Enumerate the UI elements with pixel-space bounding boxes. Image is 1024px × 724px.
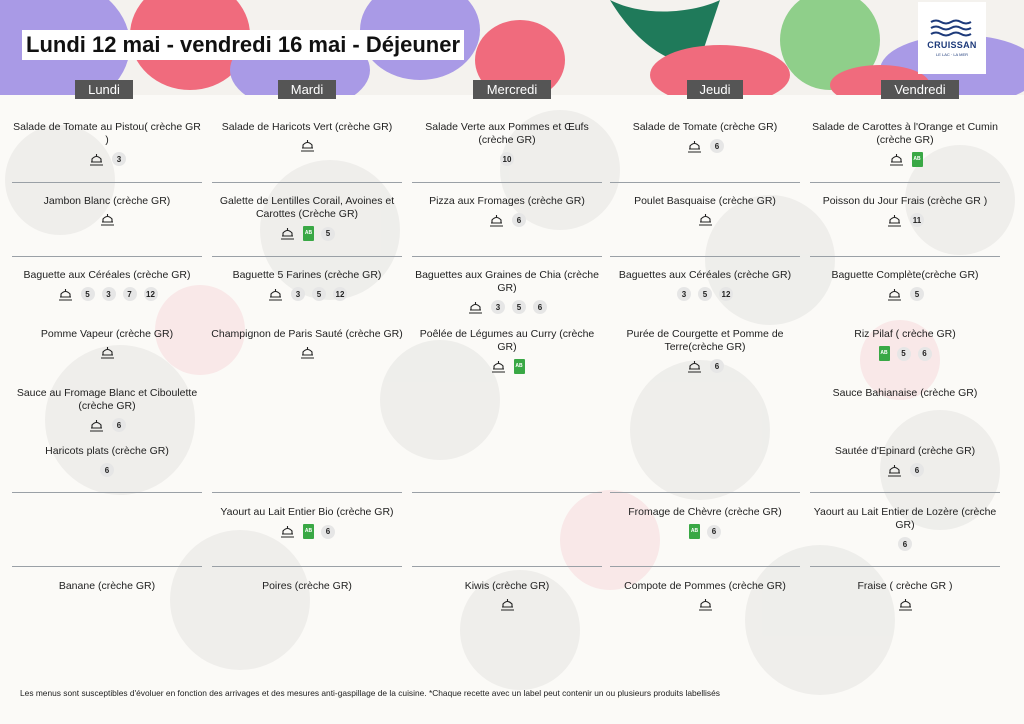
menu-item-labels xyxy=(689,524,721,539)
allergen-badge: 3 xyxy=(491,300,505,314)
menu-item xyxy=(608,328,802,373)
menu-item xyxy=(210,269,404,301)
menu-item xyxy=(410,121,604,166)
allergen-badge: 5 xyxy=(512,300,526,314)
menu-item-name: Purée de Courgette et Pomme de Terre(crèche GR) xyxy=(626,328,784,353)
menu-item-labels xyxy=(99,213,116,226)
allergen-badge: 6 xyxy=(100,463,114,477)
menu-item-labels xyxy=(879,346,932,361)
menu-item xyxy=(10,121,204,166)
menu-item-name: Salade Verte aux Pommes et Œufs (crèche GR) xyxy=(425,121,589,146)
waves-icon xyxy=(929,19,975,39)
menu-item-name: Sauce Bahianaise (crèche GR) xyxy=(832,387,978,399)
fait-maison-icon xyxy=(886,214,903,227)
menu-item-name: Pizza aux Fromages (crèche GR) xyxy=(429,195,585,207)
menu-item-labels xyxy=(279,226,335,241)
menu-item-name: Sauce au Fromage Blanc et Ciboulette (crèche GR) xyxy=(16,387,198,412)
menu-item-name: Baguettes aux Céréales (crèche GR) xyxy=(618,269,792,281)
page-title: Lundi 12 mai - vendredi 16 mai - Déjeuner xyxy=(22,30,464,60)
menu-item-labels xyxy=(99,346,116,359)
menu-item xyxy=(808,445,1002,477)
bio-label-icon: AB xyxy=(303,226,314,241)
allergen-badge: 11 xyxy=(910,213,924,227)
menu-item xyxy=(10,195,204,226)
menu-item-name: Poisson du Jour Frais (crèche GR ) xyxy=(822,195,988,207)
menu-item xyxy=(10,445,204,477)
fait-maison-icon xyxy=(488,214,505,227)
fait-maison-icon xyxy=(299,346,316,359)
menu-item-name: Sautée d'Epinard (crèche GR) xyxy=(834,445,976,457)
fait-maison-icon xyxy=(267,288,284,301)
menu-item xyxy=(210,195,404,241)
menu-item-labels xyxy=(897,598,914,611)
menu-item-name: Salade de Tomate (crèche GR) xyxy=(632,121,778,133)
row-divider xyxy=(610,566,800,567)
row-divider xyxy=(12,566,202,567)
footer-note: Les menus sont susceptibles d'évoluer en fonction des arrivages et des mesures anti-gaspillage de la cuisine. *Chaque recette avec un label peut contenir un ou plusieurs produits labellisés xyxy=(20,688,720,698)
menu-item xyxy=(10,269,204,301)
menu-item-labels xyxy=(898,537,912,551)
menu-item-labels xyxy=(697,213,714,226)
allergen-badge: 12 xyxy=(719,287,733,301)
menu-item-labels xyxy=(499,598,516,611)
menu-item-labels xyxy=(100,463,114,477)
menu-item-name: Poêlée de Légumes au Curry (crèche GR) xyxy=(419,328,595,353)
menu-item-labels xyxy=(488,213,526,227)
allergen-badge: 6 xyxy=(512,213,526,227)
row-divider xyxy=(12,182,202,183)
menu-item-name: Jambon Blanc (crèche GR) xyxy=(43,195,171,207)
menu-item-name: Riz Pilaf ( crèche GR) xyxy=(854,328,956,340)
row-divider xyxy=(810,492,1000,493)
menu-item-name: Compote de Pommes (crèche GR) xyxy=(624,580,786,592)
menu-item xyxy=(608,121,802,153)
fait-maison-icon xyxy=(467,301,484,314)
menu-item-name: Haricots plats (crèche GR) xyxy=(45,445,169,457)
menu-item xyxy=(210,580,404,593)
day-header-mercredi: Mercredi xyxy=(473,80,551,99)
fait-maison-icon xyxy=(88,419,105,432)
menu-item xyxy=(808,328,1002,361)
allergen-badge: 6 xyxy=(910,463,924,477)
menu-item-name: Baguettes aux Graines de Chia (crèche GR) xyxy=(415,269,599,294)
menu-item-labels xyxy=(490,359,525,374)
cruissan-logo xyxy=(918,2,986,74)
menu-item xyxy=(808,387,1002,400)
fait-maison-icon xyxy=(886,288,903,301)
allergen-badge: 6 xyxy=(321,525,335,539)
menu-item-name: Baguette aux Céréales (crèche GR) xyxy=(23,269,191,281)
menu-item xyxy=(410,269,604,314)
menu-item xyxy=(410,195,604,227)
row-divider xyxy=(810,182,1000,183)
menu-item-name: Banane (crèche GR) xyxy=(58,580,156,592)
row-divider xyxy=(412,182,602,183)
allergen-badge: 7 xyxy=(123,287,137,301)
row-divider xyxy=(412,566,602,567)
fait-maison-icon xyxy=(57,288,74,301)
menu-item xyxy=(210,121,404,152)
menu-item-labels xyxy=(886,287,924,301)
allergen-badge: 6 xyxy=(710,139,724,153)
allergen-badge: 5 xyxy=(81,287,95,301)
fait-maison-icon xyxy=(697,598,714,611)
menu-item xyxy=(808,195,1002,227)
allergen-badge: 10 xyxy=(500,152,514,166)
menu-item xyxy=(210,506,404,539)
day-header-lundi: Lundi xyxy=(75,80,133,99)
day-header-jeudi: Jeudi xyxy=(687,80,743,99)
menu-item-name: Salade de Haricots Vert (crèche GR) xyxy=(221,121,393,133)
logo-subtitle: LE LAC · LA MER xyxy=(935,52,968,57)
menu-item-name: Champignon de Paris Sauté (crèche GR) xyxy=(211,328,403,340)
menu-item-name: Salade de Carottes à l'Orange et Cumin (crèche GR) xyxy=(812,121,998,146)
menu-item-name: Pomme Vapeur (crèche GR) xyxy=(40,328,174,340)
row-divider xyxy=(610,492,800,493)
bio-label-icon: AB xyxy=(514,359,525,374)
menu-item-name: Galette de Lentilles Corail, Avoines et Carottes (Crèche GR) xyxy=(219,195,395,220)
row-divider xyxy=(212,492,402,493)
fait-maison-icon xyxy=(99,213,116,226)
menu-item xyxy=(10,387,204,432)
menu-item-name: Fraise ( crèche GR ) xyxy=(857,580,953,592)
menu-item-labels xyxy=(467,300,547,314)
fait-maison-icon xyxy=(490,360,507,373)
menu-item-name: Fromage de Chèvre (crèche GR) xyxy=(628,506,782,518)
menu-item xyxy=(10,580,204,593)
row-divider xyxy=(810,256,1000,257)
allergen-badge: 5 xyxy=(321,227,335,241)
menu-item-labels xyxy=(299,139,316,152)
menu-item-name: Yaourt au Lait Entier Bio (crèche GR) xyxy=(220,506,394,518)
menu-item-name: Yaourt au Lait Entier de Lozère (crèche GR) xyxy=(813,506,997,531)
allergen-badge: 3 xyxy=(291,287,305,301)
fait-maison-icon xyxy=(886,464,903,477)
bio-label-icon: AB xyxy=(879,346,890,361)
menu-item-labels xyxy=(279,524,335,539)
fait-maison-icon xyxy=(888,153,905,166)
menu-item-labels xyxy=(697,598,714,611)
fait-maison-icon xyxy=(299,139,316,152)
allergen-badge: 6 xyxy=(710,359,724,373)
row-divider xyxy=(12,256,202,257)
bio-label-icon: AB xyxy=(912,152,923,167)
fait-maison-icon xyxy=(686,140,703,153)
allergen-badge: 5 xyxy=(312,287,326,301)
allergen-badge: 12 xyxy=(144,287,158,301)
fait-maison-icon xyxy=(499,598,516,611)
row-divider xyxy=(212,566,402,567)
row-divider xyxy=(212,256,402,257)
menu-item-name: Baguette Complète(crèche GR) xyxy=(831,269,979,281)
menu-item xyxy=(608,506,802,539)
allergen-badge: 6 xyxy=(707,525,721,539)
menu-item-labels xyxy=(88,152,126,166)
fait-maison-icon xyxy=(99,346,116,359)
day-header-mardi: Mardi xyxy=(278,80,336,99)
menu-item xyxy=(608,580,802,611)
menu-item-labels xyxy=(88,418,126,432)
logo-name: CRUISSAN xyxy=(927,40,977,50)
menu-item-labels xyxy=(57,287,158,301)
fait-maison-icon xyxy=(697,213,714,226)
allergen-badge: 5 xyxy=(910,287,924,301)
menu-item xyxy=(808,580,1002,611)
menu-item xyxy=(410,580,604,611)
menu-item-name: Poulet Basquaise (crèche GR) xyxy=(634,195,776,207)
menu-item-labels xyxy=(299,346,316,359)
fait-maison-icon xyxy=(686,360,703,373)
menu-item-labels xyxy=(888,152,923,167)
menu-item-labels xyxy=(500,152,514,166)
menu-item-labels xyxy=(886,213,924,227)
menu-item-name: Baguette 5 Farines (crèche GR) xyxy=(232,269,382,281)
row-divider xyxy=(412,256,602,257)
menu-item xyxy=(608,195,802,226)
row-divider xyxy=(12,492,202,493)
row-divider xyxy=(412,492,602,493)
menu-item xyxy=(808,269,1002,301)
fait-maison-icon xyxy=(897,598,914,611)
allergen-badge: 3 xyxy=(102,287,116,301)
menu-item-name: Salade de Tomate au Pistou( crèche GR ) xyxy=(13,121,201,146)
menu-item xyxy=(410,328,604,374)
menu-item-labels xyxy=(686,139,724,153)
menu-item xyxy=(808,121,1002,167)
menu-item-name: Kiwis (crèche GR) xyxy=(464,580,550,592)
menu-item xyxy=(608,269,802,301)
day-header-vendredi: Vendredi xyxy=(881,80,959,99)
allergen-badge: 5 xyxy=(698,287,712,301)
menu-item-labels xyxy=(886,463,924,477)
allergen-badge: 6 xyxy=(918,347,932,361)
menu-item-labels xyxy=(677,287,733,301)
menu-item-labels xyxy=(267,287,347,301)
allergen-badge: 3 xyxy=(112,152,126,166)
row-divider xyxy=(212,182,402,183)
menu-item xyxy=(10,328,204,359)
menu-item-name: Poires (crèche GR) xyxy=(262,580,352,592)
fait-maison-icon xyxy=(279,227,296,240)
row-divider xyxy=(810,566,1000,567)
allergen-badge: 6 xyxy=(898,537,912,551)
allergen-badge: 3 xyxy=(677,287,691,301)
allergen-badge: 12 xyxy=(333,287,347,301)
menu-item xyxy=(808,506,1002,551)
row-divider xyxy=(610,182,800,183)
fait-maison-icon xyxy=(88,153,105,166)
menu-item-labels xyxy=(686,359,724,373)
bio-label-icon: AB xyxy=(303,524,314,539)
allergen-badge: 6 xyxy=(112,418,126,432)
fait-maison-icon xyxy=(279,525,296,538)
bio-label-icon: AB xyxy=(689,524,700,539)
allergen-badge: 5 xyxy=(897,347,911,361)
row-divider xyxy=(610,256,800,257)
menu-item xyxy=(210,328,404,359)
allergen-badge: 6 xyxy=(533,300,547,314)
